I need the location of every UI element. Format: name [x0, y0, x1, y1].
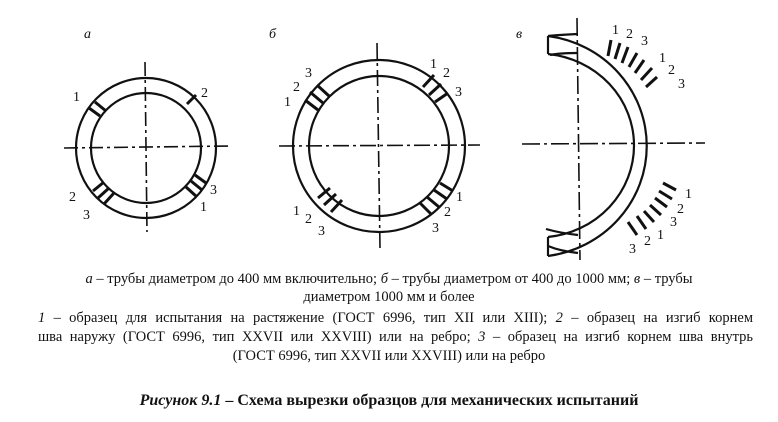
marker-number: 1: [200, 200, 207, 215]
marker-number: 3: [641, 34, 648, 49]
marker-number: 2: [69, 190, 76, 205]
marker-number: 3: [678, 77, 685, 92]
marker-number: 2: [201, 86, 208, 101]
marker-number: 1: [685, 187, 692, 202]
legend-number-2: 2: [555, 310, 563, 326]
marker-number: 2: [443, 66, 450, 81]
marker-number: 1: [657, 228, 664, 243]
marker-number: 2: [444, 205, 451, 220]
diagram-v-label: в: [516, 27, 523, 42]
marker-number: 2: [644, 234, 651, 249]
marker-number: 3: [455, 85, 462, 100]
figure-number: Рисунок 9.1: [139, 392, 222, 409]
marker-number: 3: [670, 215, 677, 230]
legend-line-2: [38, 328, 753, 346]
marker-number: 3: [432, 221, 439, 236]
marker-number: 1: [612, 23, 619, 38]
caption-b-text: – трубы диаметром от 400 до 1000 мм;: [388, 271, 634, 287]
marker-number: 2: [668, 63, 675, 78]
diagram-b-label: б: [269, 27, 277, 42]
caption-line-1: [0, 270, 778, 288]
diagram-v-pipe: [522, 18, 705, 260]
legend-text-4: – образец на изгиб корнем шва внутрь: [485, 329, 753, 345]
marker-number: 3: [83, 208, 90, 223]
marker-number: 3: [318, 224, 325, 239]
marker-number: 2: [293, 80, 300, 95]
marker-number: 1: [284, 95, 291, 110]
marker-number: 1: [659, 51, 666, 66]
diagram-a-label: а: [84, 27, 91, 42]
marker-number: 3: [305, 66, 312, 81]
figure-title: [0, 392, 778, 410]
legend-number-1: 1: [38, 310, 46, 326]
caption-b: б: [380, 271, 389, 287]
legend-line-3: (ГОСТ 6996, тип XXVII или XXVIII) или на ребро: [232, 348, 546, 364]
caption-a-text: – трубы диаметром до 400 мм включительно;: [92, 271, 381, 287]
marker-number: 1: [73, 90, 80, 105]
marker-number: 2: [305, 212, 312, 227]
marker-number: 3: [210, 183, 217, 198]
figure-title-dash: –: [221, 392, 238, 409]
marker-number: 2: [677, 202, 684, 217]
legend-line-1: [38, 309, 753, 327]
marker-number: 1: [456, 190, 463, 205]
marker-number: 1: [430, 57, 437, 72]
caption-v: в: [633, 271, 641, 287]
caption-v-text: – трубы: [640, 271, 693, 287]
legend-text-3: шва наружу (ГОСТ 6996, тип XXVII или XXVIII) или на ребро;: [38, 329, 479, 345]
legend-number-3: 3: [478, 329, 486, 345]
legend-text-2: – образец на изгиб корнем: [562, 310, 753, 326]
marker-number: 3: [629, 242, 636, 257]
marker-number: 2: [626, 27, 633, 42]
caption-line-2: диаметром 1000 мм и более: [303, 289, 475, 305]
marker-number: 1: [293, 204, 300, 219]
caption-a: а: [85, 271, 93, 287]
legend-text-1: – образец для испытания на растяжение (ГОСТ 6996, тип XII или XIII);: [45, 310, 556, 326]
figure-title-text: Схема вырезки образцов для механических испытаний: [237, 392, 639, 409]
